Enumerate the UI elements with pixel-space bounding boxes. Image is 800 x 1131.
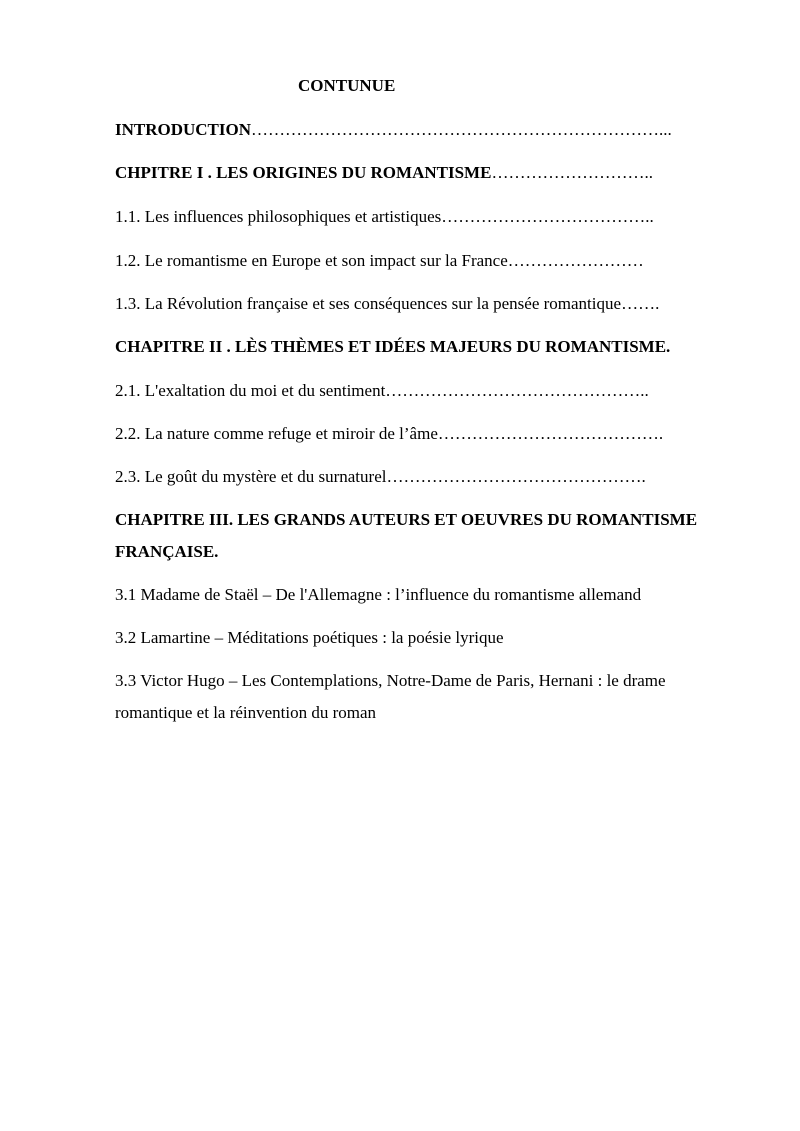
toc-entry-2-1	[115, 375, 735, 407]
toc-entry-chapter-3	[115, 504, 730, 568]
toc-entry-label: CHAPITRE II . LÈS THÈMES ET IDÉES MAJEURS DU ROMANTISME.	[115, 337, 671, 356]
toc-leader-dots: ………………………………….	[437, 424, 664, 443]
toc-entry-label: 3.2 Lamartine – Méditations poétiques : la poésie lyrique	[115, 628, 504, 647]
toc-leader-dots: ……………………………………….	[386, 467, 646, 486]
toc-entry-label: 1.2. Le romantisme en Europe et son impact sur la France	[115, 251, 508, 270]
toc-entry-label: 1.1. Les influences philosophiques et artistiques	[115, 207, 442, 226]
toc-entry-2-2	[115, 418, 735, 450]
toc-entry-label: INTRODUCTION	[115, 120, 252, 139]
toc-leader-dots: ………………………………………..	[385, 381, 649, 400]
toc-entry-1-3	[115, 288, 735, 320]
toc-leader-dots: ………………………………………………………………...	[251, 120, 672, 139]
page-title: CONTUNUE	[298, 76, 396, 95]
toc-entry-introduction	[115, 114, 735, 146]
toc-leader-dots: ………………………………..	[441, 207, 654, 226]
toc-leader-dots: ……………………	[507, 251, 644, 270]
toc-entry-label: 2.3. Le goût du mystère et du surnaturel	[115, 467, 387, 486]
toc-entry-3-1	[115, 579, 735, 611]
toc-entry-label: 3.3 Victor Hugo – Les Contemplations, Notre-Dame de Paris, Hernani : le drame romantique et la réinvention du roman	[115, 671, 666, 722]
toc-entry-2-3	[115, 461, 735, 493]
toc-entry-label: 2.2. La nature comme refuge et miroir de l’âme	[115, 424, 438, 443]
toc-entry-label: 2.1. L'exaltation du moi et du sentiment	[115, 381, 386, 400]
toc-leader-dots: ………………………..	[491, 163, 653, 182]
toc-entry-chapter-1	[115, 157, 735, 189]
toc-entry-3-3	[115, 665, 730, 729]
toc-entry-3-2	[115, 622, 735, 654]
toc-entry-1-1	[115, 201, 735, 233]
toc-entry-label: 1.3. La Révolution française et ses conséquences sur la pensée romantique	[115, 294, 622, 313]
toc-leader-dots: …….	[621, 294, 660, 313]
toc-entry-label: CHPITRE I . LES ORIGINES DU ROMANTISME	[115, 163, 492, 182]
toc-entry-label: 3.1 Madame de Staël – De l'Allemagne : l’influence du romantisme allemand	[115, 585, 642, 604]
toc-entry-label: CHAPITRE III. LES GRANDS AUTEURS ET OEUVRES DU ROMANTISME FRANÇAISE.	[115, 510, 698, 561]
toc-entry-1-2	[115, 245, 735, 277]
toc-entry-chapter-2	[115, 331, 735, 363]
